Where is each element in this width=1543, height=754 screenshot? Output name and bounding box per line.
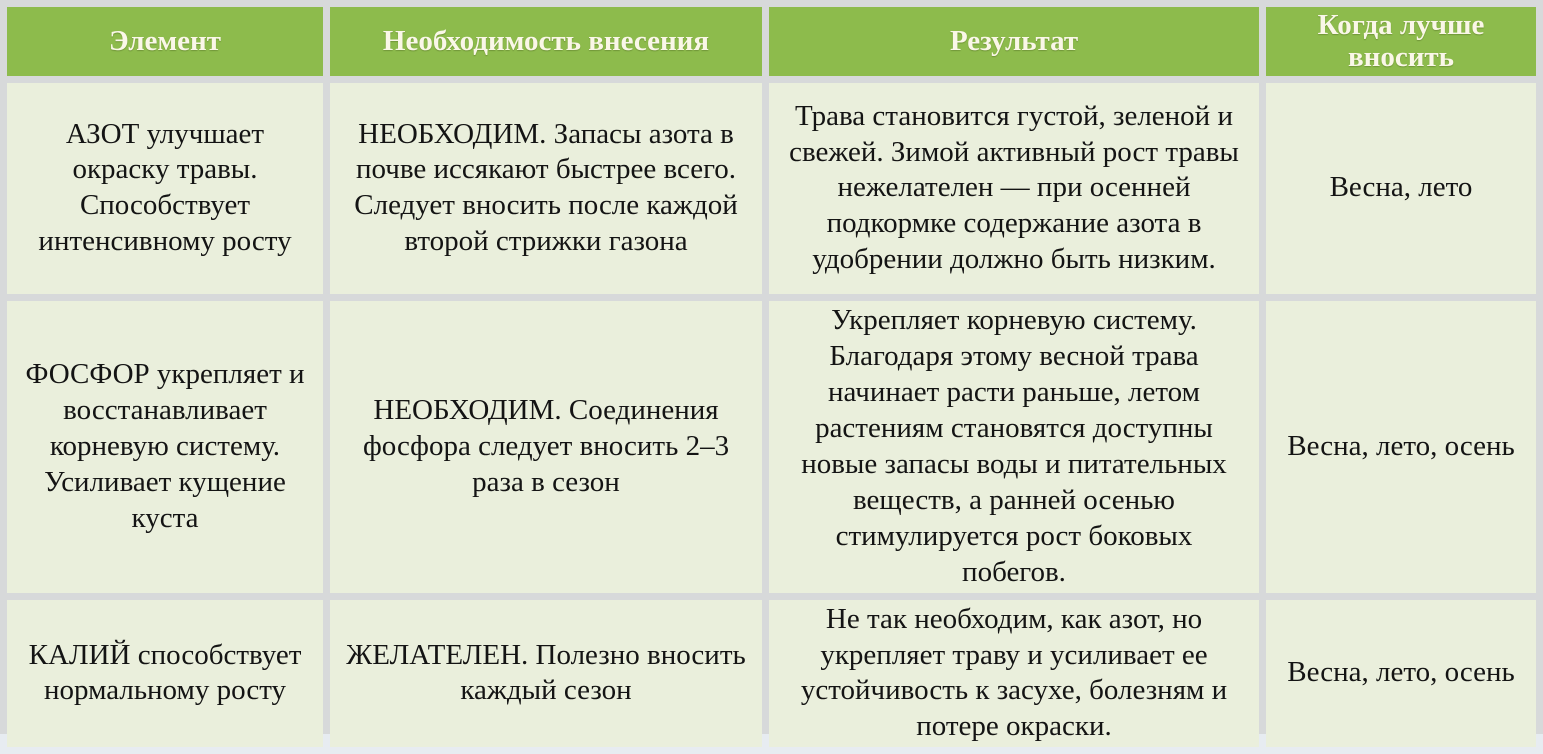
table-row-fosfor xyxy=(7,301,1536,593)
table-row-azot xyxy=(7,83,1536,294)
table-row-kaliy xyxy=(7,600,1536,748)
column-header-when: Когда лучше вносить xyxy=(1266,7,1536,76)
cell-when: Весна, лето, осень xyxy=(1266,301,1536,593)
header-row xyxy=(7,7,1536,76)
cell-element: КАЛИЙ способствует нормальному росту xyxy=(7,600,323,748)
column-header-necessity: Необходимость внесения xyxy=(330,7,762,76)
cell-when: Весна, лето xyxy=(1266,83,1536,294)
cell-result: Трава становится густой, зеленой и свежей. Зимой активный рост травы нежелателен — при осенней подкормке содержание азота в удобрении должно быть низким. xyxy=(769,83,1259,294)
cell-element: ФОСФОР укрепляет и восстанавливает корневую систему. Усиливает кущение куста xyxy=(7,301,323,593)
cell-result: Укрепляет корневую систему. Благодаря этому весной трава начинает расти раньше, летом растениям становятся доступны новые запасы воды и питательных веществ, а ранней осенью стимулируется рост боковых побегов. xyxy=(769,301,1259,593)
column-header-result: Результат xyxy=(769,7,1259,76)
cell-element: АЗОТ улучшает окраску травы. Способствует интенсивному росту xyxy=(7,83,323,294)
cell-necessity: НЕОБХОДИМ. Запасы азота в почве иссякают быстрее всего. Следует вносить после каждой второй стрижки газона xyxy=(330,83,762,294)
cell-necessity: НЕОБХОДИМ. Соединения фосфора следует вносить 2–3 раза в сезон xyxy=(330,301,762,593)
cell-when: Весна, лето, осень xyxy=(1266,600,1536,748)
cell-result: Не так необходим, как азот, но укрепляет траву и усиливает ее устойчивость к засухе, болезням и потере окраски. xyxy=(769,600,1259,748)
column-header-element: Элемент xyxy=(7,7,323,76)
cell-necessity: ЖЕЛАТЕЛЕН. Полезно вносить каждый сезон xyxy=(330,600,762,748)
